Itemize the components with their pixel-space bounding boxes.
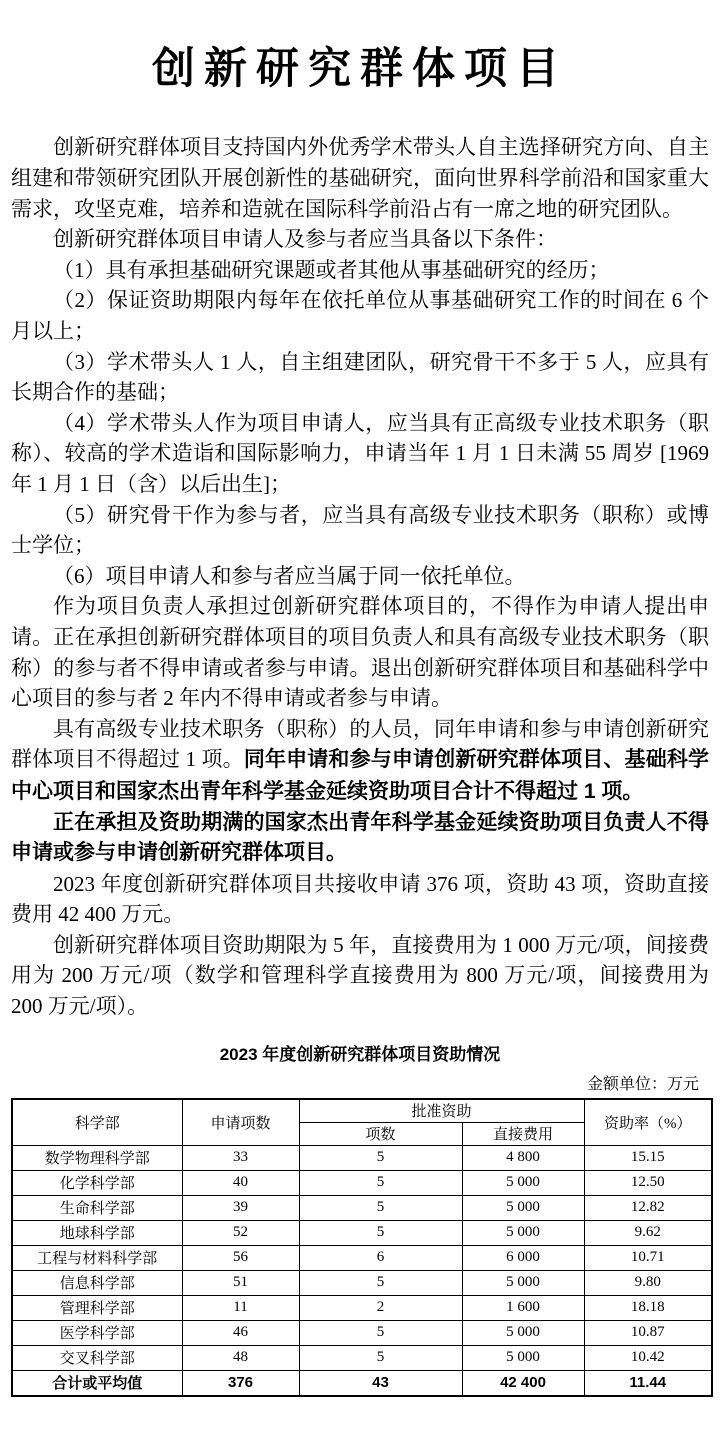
cell-dept: 信息科学部 bbox=[12, 1270, 182, 1295]
cell-total-approved: 43 bbox=[299, 1370, 462, 1396]
condition-item-1: （1）具有承担基础研究课题或者其他从事基础研究的经历； bbox=[53, 257, 610, 282]
table-row bbox=[12, 1170, 712, 1195]
col-header-dept: 科学部 bbox=[12, 1099, 182, 1146]
cell-direct-cost: 1 600 bbox=[462, 1295, 584, 1320]
body-text bbox=[11, 132, 709, 1021]
cell-applications: 51 bbox=[182, 1270, 299, 1295]
col-header-approved-count: 项数 bbox=[299, 1122, 462, 1145]
cell-rate: 9.62 bbox=[584, 1220, 712, 1245]
cell-direct-cost: 5 000 bbox=[462, 1195, 584, 1220]
cell-dept: 地球科学部 bbox=[12, 1220, 182, 1245]
cell-approved: 2 bbox=[299, 1295, 462, 1320]
cell-direct-cost: 5 000 bbox=[462, 1345, 584, 1370]
paragraph-intro: 创新研究群体项目支持国内外优秀学术带头人自主选择研究方向、自主组建和带领研究团队开展创新性的基础研究，面向世界科学前沿和国家重大需求，攻坚克难，培养和造就在国际科学前沿占有一席之地的研究团队。 bbox=[11, 135, 709, 221]
cell-dept: 生命科学部 bbox=[12, 1195, 182, 1220]
cell-applications: 11 bbox=[182, 1295, 299, 1320]
cell-dept: 工程与材料科学部 bbox=[12, 1245, 182, 1270]
cell-direct-cost: 5 000 bbox=[462, 1270, 584, 1295]
cell-direct-cost: 4 800 bbox=[462, 1145, 584, 1170]
col-header-direct-cost: 直接费用 bbox=[462, 1122, 584, 1145]
col-header-approved-group: 批准资助 bbox=[299, 1099, 584, 1123]
cell-rate: 18.18 bbox=[584, 1295, 712, 1320]
funding-table bbox=[11, 1098, 713, 1397]
table-row bbox=[12, 1245, 712, 1270]
cell-dept: 数学物理科学部 bbox=[12, 1145, 182, 1170]
cell-applications: 48 bbox=[182, 1345, 299, 1370]
cell-approved: 5 bbox=[299, 1345, 462, 1370]
cell-dept: 交叉科学部 bbox=[12, 1345, 182, 1370]
table-row bbox=[12, 1145, 712, 1170]
cell-rate: 9.80 bbox=[584, 1270, 712, 1295]
cell-dept: 化学科学部 bbox=[12, 1170, 182, 1195]
restriction-2-bold-text: 同年申请和参与申请创新研究群体项目、基础科学中心项目和国家杰出青年科学基金延续资助项目合计不得超过 1 项。 bbox=[11, 748, 710, 803]
cell-applications: 52 bbox=[182, 1220, 299, 1245]
paragraph-restriction-2 bbox=[11, 714, 709, 808]
paragraph-funding-terms: 创新研究群体项目资助期限为 5 年，直接费用为 1 000 万元/项，间接费用为 200 万元/项（数学和管理科学直接费用为 800 万元/项，间接费用为 200 万元/项）。 bbox=[11, 932, 709, 1019]
cell-applications: 46 bbox=[182, 1320, 299, 1345]
cell-applications: 40 bbox=[182, 1170, 299, 1195]
condition-item-4: （4）学术带头人作为项目申请人，应当具有正高级专业技术职务（职称）、较高的学术造诣和国际影响力，申请当年 1 月 1 日未满 55 周岁 [1969 年 1 月 1 日（含）以后出生]； bbox=[11, 410, 709, 496]
cell-dept: 管理科学部 bbox=[12, 1295, 182, 1320]
paragraph-restriction-3: 正在承担及资助期满的国家杰出青年科学基金延续资助项目负责人不得申请或参与申请创新研究群体项目。 bbox=[11, 810, 709, 865]
table-row bbox=[12, 1345, 712, 1370]
paragraph-conditions-intro: 创新研究群体项目申请人及参与者应当具备以下条件： bbox=[53, 227, 557, 252]
cell-total-label: 合计或平均值 bbox=[12, 1370, 182, 1396]
cell-total-applications: 376 bbox=[182, 1370, 299, 1396]
cell-direct-cost: 5 000 bbox=[462, 1220, 584, 1245]
cell-rate: 12.82 bbox=[584, 1195, 712, 1220]
page-title: 创新研究群体项目 bbox=[152, 46, 568, 93]
cell-approved: 5 bbox=[299, 1195, 462, 1220]
cell-approved: 5 bbox=[299, 1220, 462, 1245]
cell-applications: 39 bbox=[182, 1195, 299, 1220]
cell-rate: 12.50 bbox=[584, 1170, 712, 1195]
table-title: 2023 年度创新研究群体项目资助情况 bbox=[219, 1044, 501, 1064]
table-total-row bbox=[12, 1370, 712, 1396]
cell-applications: 33 bbox=[182, 1145, 299, 1170]
cell-rate: 10.42 bbox=[584, 1345, 712, 1370]
cell-approved: 5 bbox=[299, 1270, 462, 1295]
paragraph-restriction-1: 作为项目负责人承担过创新研究群体项目的，不得作为申请人提出申请。正在承担创新研究群体项目的项目负责人和具有高级专业技术职务（职称）的参与者不得申请或者参与申请。退出创新研究群体项目和基础科学中心项目的参与者 2 年内不得申请或者参与申请。 bbox=[11, 594, 709, 711]
cell-direct-cost: 5 000 bbox=[462, 1170, 584, 1195]
table-row bbox=[12, 1220, 712, 1245]
cell-total-direct-cost: 42 400 bbox=[462, 1370, 584, 1396]
table-row bbox=[12, 1195, 712, 1220]
table-row bbox=[12, 1320, 712, 1345]
cell-rate: 10.71 bbox=[584, 1245, 712, 1270]
cell-direct-cost: 6 000 bbox=[462, 1245, 584, 1270]
restriction-2-normal-text: 具有高级专业技术职务（职称）的人员，同年申请和参与申请创新研究群体项目不得超过 1 项。 bbox=[11, 716, 709, 772]
cell-total-rate: 11.44 bbox=[584, 1370, 712, 1396]
table-unit-note: 金额单位：万元 bbox=[586, 1075, 699, 1093]
cell-applications: 56 bbox=[182, 1245, 299, 1270]
table-header-row-1 bbox=[12, 1099, 712, 1123]
cell-approved: 6 bbox=[299, 1245, 462, 1270]
paragraph-stats-2023: 2023 年度创新研究群体项目共接收申请 376 项，资助 43 项，资助直接费用 42 400 万元。 bbox=[11, 871, 709, 927]
table-row bbox=[12, 1295, 712, 1320]
cell-approved: 5 bbox=[299, 1320, 462, 1345]
col-header-funding-rate: 资助率（%） bbox=[584, 1099, 712, 1146]
condition-item-6: （6）项目申请人和参与者应当属于同一依托单位。 bbox=[53, 563, 526, 588]
cell-rate: 10.87 bbox=[584, 1320, 712, 1345]
table-row bbox=[12, 1270, 712, 1295]
col-header-applications: 申请项数 bbox=[182, 1099, 299, 1146]
cell-direct-cost: 5 000 bbox=[462, 1320, 584, 1345]
condition-item-3: （3）学术带头人 1 人，自主组建团队，研究骨干不多于 5 人，应具有长期合作的基础； bbox=[11, 349, 709, 405]
condition-item-5: （5）研究骨干作为参与者，应当具有高级专业技术职务（职称）或博士学位； bbox=[11, 502, 709, 558]
cell-approved: 5 bbox=[299, 1145, 462, 1170]
cell-rate: 15.15 bbox=[584, 1145, 712, 1170]
cell-approved: 5 bbox=[299, 1170, 462, 1195]
condition-item-2: （2）保证资助期限内每年在依托单位从事基础研究工作的时间在 6 个月以上； bbox=[11, 288, 709, 343]
cell-dept: 医学科学部 bbox=[12, 1320, 182, 1345]
